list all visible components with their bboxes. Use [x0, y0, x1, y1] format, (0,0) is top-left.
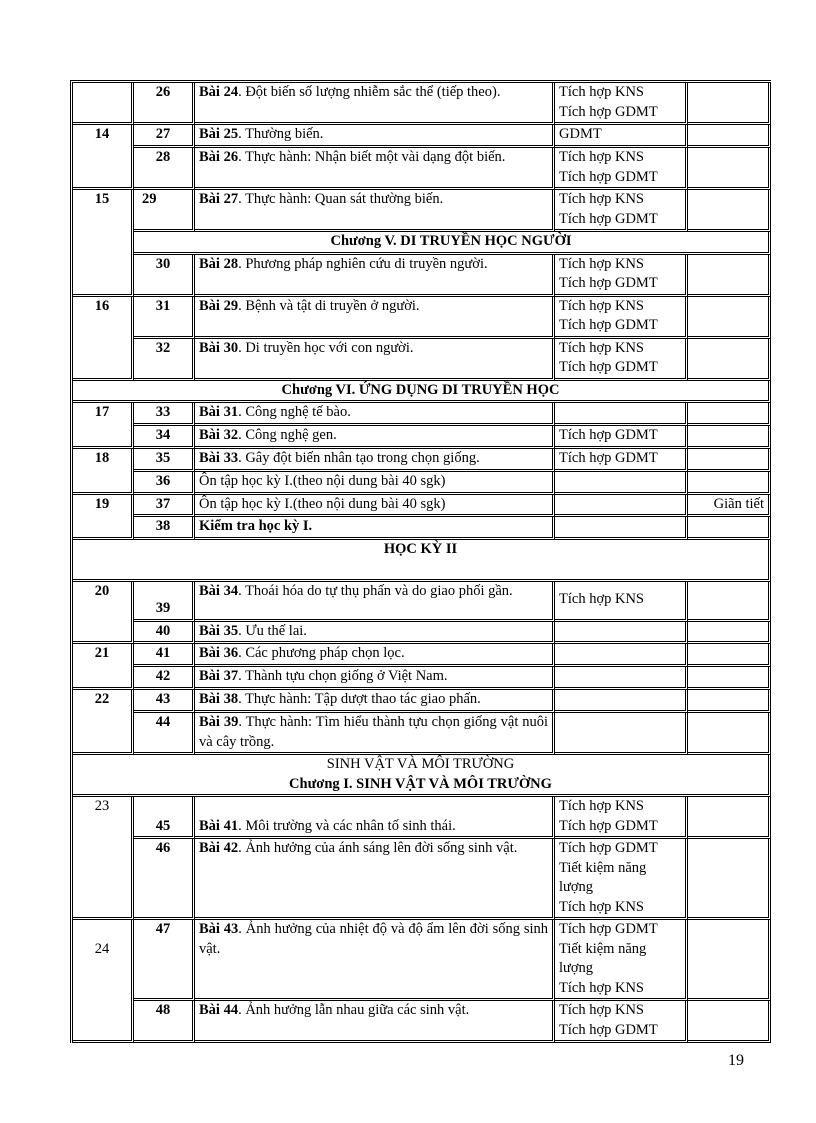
lesson-label: Bài 27: [199, 191, 239, 207]
period-number: 45: [134, 797, 195, 839]
integration-cell: [555, 83, 688, 125]
lesson-label: Bài 26: [199, 149, 239, 165]
lesson-title: [195, 297, 555, 339]
note-cell: [688, 297, 771, 339]
integration-cell: [555, 148, 688, 190]
period-number: 44: [134, 713, 195, 755]
integration-line: Tích hợp GDMT: [559, 921, 658, 937]
chapter-heading: Chương I. SINH VẬT VÀ MÔI TRƯỜNG: [289, 775, 552, 792]
table-row: [73, 495, 771, 518]
note-cell: [688, 472, 771, 495]
lesson-title: [195, 190, 555, 232]
lesson-title: [195, 622, 555, 645]
integration-line: Tích hợp GDMT: [559, 449, 658, 466]
integration-cell: [555, 495, 688, 518]
week-number: 19: [73, 495, 134, 540]
period-number: 33: [134, 403, 195, 426]
table-row: [73, 426, 771, 449]
integration-cell: [555, 125, 688, 148]
lesson-label: Bài 44: [199, 1002, 239, 1018]
integration-line: lượng: [559, 960, 594, 976]
table-row: [73, 644, 771, 667]
integration-cell: [555, 517, 688, 540]
integration-line: Tích hợp GDMT: [559, 275, 658, 291]
table-row: [73, 667, 771, 690]
table-row: [73, 190, 771, 232]
note-cell: [688, 644, 771, 667]
integration-line: Tích hợp GDMT: [559, 1021, 658, 1038]
lesson-label: Bài 43: [199, 921, 239, 937]
table-row: [73, 1001, 771, 1043]
note-cell: [688, 403, 771, 426]
part-title: SINH VẬT VÀ MÔI TRƯỜNG: [326, 756, 515, 772]
integration-cell: [555, 297, 688, 339]
lesson-label: Bài 41: [199, 817, 239, 834]
page-number: 19: [728, 1052, 744, 1069]
lesson-label: Bài 38: [199, 691, 239, 707]
integration-cell: [555, 839, 688, 920]
integration-cell: [555, 190, 688, 232]
table-row: [73, 403, 771, 426]
note-cell: [688, 582, 771, 622]
integration-line: GDMT: [559, 126, 602, 142]
integration-cell: [555, 339, 688, 381]
note-cell: [688, 839, 771, 920]
integration-line: Tích hợp GDMT: [559, 817, 658, 834]
note-cell: [688, 449, 771, 472]
lesson-text: . Bệnh và tật di truyền ở người.: [238, 297, 420, 314]
integration-line: Tích hợp KNS: [559, 339, 644, 356]
period-number: 46: [134, 839, 195, 920]
lesson-title: [195, 426, 555, 449]
period-number: 29: [134, 190, 195, 232]
integration-cell: [555, 472, 688, 495]
lesson-text: . Công nghệ gen.: [238, 426, 337, 443]
lesson-title: [195, 148, 555, 190]
note-cell: [688, 797, 771, 839]
table-row: [73, 517, 771, 540]
note-cell: [688, 83, 771, 125]
integration-line: Tích hợp GDMT: [559, 317, 658, 333]
week-number: 24: [73, 920, 134, 1043]
lesson-text: . Ảnh hưởng của nhiệt độ và độ ẩm lên đời sống sinh vật.: [199, 921, 548, 957]
integration-cell: [555, 255, 688, 297]
table-row: [73, 449, 771, 472]
part-header-row: [73, 755, 771, 797]
week-number: 14: [73, 125, 134, 190]
lesson-label: Bài 30: [199, 339, 239, 356]
lesson-label: Bài 24: [199, 84, 239, 100]
lesson-label: Bài 36: [199, 645, 239, 661]
integration-cell: [555, 449, 688, 472]
note-cell: [688, 517, 771, 540]
week-number: 23: [73, 797, 134, 920]
lesson-text: . Thực hành: Tập dượt thao tác giao phấn.: [238, 691, 481, 707]
integration-cell: [555, 1001, 688, 1043]
lesson-title: [195, 644, 555, 667]
chapter-heading: Chương V. DI TRUYỀN HỌC NGƯỜI: [134, 232, 771, 255]
lesson-label: Bài 29: [199, 297, 239, 314]
integration-cell: [555, 797, 688, 839]
period-number: 48: [134, 1001, 195, 1043]
lesson-text: . Thoái hóa do tự thụ phấn và do giao phối gần.: [238, 582, 513, 599]
table-row: [73, 148, 771, 190]
lesson-text: . Phương pháp nghiên cứu di truyền người.: [238, 255, 488, 272]
period-number: 31: [134, 297, 195, 339]
week-number: 15: [73, 190, 134, 297]
lesson-text: . Di truyền học với con người.: [238, 339, 414, 356]
lesson-text: . Thành tựu chọn giống ở Việt Nam.: [238, 668, 448, 684]
integration-line: Tích hợp KNS: [559, 798, 644, 814]
table-row: [73, 797, 771, 839]
lesson-text: . Đột biến số lượng nhiễm sắc thể (tiếp theo).: [238, 84, 501, 100]
integration-line: Tích hợp GDMT: [559, 840, 658, 856]
lesson-label: Bài 39: [199, 714, 239, 730]
week-number: 17: [73, 403, 134, 449]
integration-line: Tích hợp KNS: [559, 979, 644, 996]
integration-cell: [555, 426, 688, 449]
table-row: [73, 83, 771, 125]
integration-line: Tích hợp GDMT: [559, 168, 658, 185]
integration-line: Tích hợp KNS: [559, 149, 644, 165]
curriculum-table: [70, 80, 771, 1043]
integration-line: Tích hợp KNS: [559, 1002, 644, 1018]
lesson-text: . Công nghệ tế bào.: [238, 404, 351, 420]
period-number: 38: [134, 517, 195, 540]
note-cell: [688, 339, 771, 381]
period-number: 35: [134, 449, 195, 472]
lesson-title: [195, 839, 555, 920]
lesson-text: . Thực hành: Nhận biết một vài dạng đột biến.: [238, 149, 506, 165]
lesson-label: Bài 35: [199, 622, 239, 639]
week-number: 22: [73, 690, 134, 755]
period-number: 37: [134, 495, 195, 518]
period-number: 32: [134, 339, 195, 381]
lesson-title: [195, 449, 555, 472]
integration-cell: [555, 920, 688, 1001]
lesson-title: [195, 1001, 555, 1043]
lesson-label: Bài 32: [199, 426, 239, 443]
lesson-text: . Thực hành: Tìm hiểu thành tựu chọn giống vật nuôi và cây trồng.: [199, 714, 548, 750]
lesson-label: Bài 42: [199, 840, 239, 856]
week-cell: [73, 83, 134, 125]
table-row: [73, 339, 771, 381]
period-number: 26: [134, 83, 195, 125]
lesson-text: . Môi trường và các nhân tố sinh thái.: [238, 817, 456, 834]
integration-line: Tích hợp GDMT: [559, 103, 658, 120]
week-number: 20: [73, 582, 134, 645]
chapter-heading: Chương VI. ỨNG DỤNG DI TRUYỀN HỌC: [73, 381, 771, 404]
lesson-text: . Gây đột biến nhân tạo trong chọn giống.: [238, 449, 480, 466]
lesson-title: Kiểm tra học kỳ I.: [195, 517, 555, 540]
period-number: 40: [134, 622, 195, 645]
part-heading: [73, 755, 771, 797]
integration-line: Tích hợp KNS: [559, 255, 644, 272]
integration-cell: [555, 644, 688, 667]
table-row: [73, 255, 771, 297]
lesson-title: [195, 690, 555, 713]
integration-line: Tích hợp KNS: [559, 84, 644, 100]
table-row: [73, 622, 771, 645]
table-row: [73, 839, 771, 920]
lesson-title: [195, 403, 555, 426]
table-row: [73, 713, 771, 755]
note-cell: [688, 255, 771, 297]
note-cell: [688, 190, 771, 232]
lesson-title: [195, 83, 555, 125]
week-number: 18: [73, 449, 134, 495]
lesson-label: Bài 31: [199, 404, 239, 420]
integration-line: Tích hợp KNS: [559, 898, 644, 915]
integration-line: Tích hợp KNS: [559, 591, 644, 608]
lesson-title: [195, 125, 555, 148]
note-cell: Giãn tiết: [688, 495, 771, 518]
semester-heading: HỌC KỲ II: [73, 540, 771, 582]
lesson-title: Ôn tập học kỳ I.(theo nội dung bài 40 sgk): [195, 495, 555, 518]
lesson-label: Bài 25: [199, 126, 239, 142]
period-number: 34: [134, 426, 195, 449]
table-row: [73, 472, 771, 495]
note-cell: [688, 148, 771, 190]
lesson-title: [195, 713, 555, 755]
lesson-label: Bài 34: [199, 582, 239, 599]
lesson-title: [195, 582, 555, 622]
period-number: 30: [134, 255, 195, 297]
period-number: 47: [134, 920, 195, 1001]
period-number: 28: [134, 148, 195, 190]
period-number: 42: [134, 667, 195, 690]
lesson-text: . Thường biến.: [238, 126, 324, 142]
note-cell: [688, 622, 771, 645]
lesson-label: Bài 37: [199, 668, 239, 684]
note-cell: [688, 713, 771, 755]
integration-line: Tích hợp KNS: [559, 191, 644, 207]
table-row: [73, 582, 771, 622]
lesson-text: . Ưu thế lai.: [238, 622, 307, 639]
week-number: 21: [73, 644, 134, 690]
lesson-title: [195, 920, 555, 1001]
lesson-text: . Ảnh hưởng của ánh sáng lên đời sống sinh vật.: [238, 840, 518, 856]
lesson-title: Ôn tập học kỳ I.(theo nội dung bài 40 sgk): [195, 472, 555, 495]
table-row: [73, 297, 771, 339]
period-number: 43: [134, 690, 195, 713]
integration-line: Tích hợp KNS: [559, 297, 644, 314]
note-cell: [688, 125, 771, 148]
table-row: [73, 920, 771, 1001]
integration-cell: [555, 667, 688, 690]
note-cell: [688, 920, 771, 1001]
integration-cell: [555, 582, 688, 622]
lesson-title: [195, 667, 555, 690]
integration-line: Tích hợp GDMT: [559, 359, 658, 375]
lesson-title: [195, 339, 555, 381]
period-number: 39: [134, 582, 195, 622]
integration-line: Tiết kiệm năng: [559, 940, 647, 957]
chapter-header-row: [73, 232, 771, 255]
note-cell: [688, 667, 771, 690]
note-cell: [688, 426, 771, 449]
lesson-text: . Ảnh hưởng lẫn nhau giữa các sinh vật.: [238, 1002, 470, 1018]
integration-line: Tích hợp GDMT: [559, 210, 658, 227]
table-row: [73, 690, 771, 713]
note-cell: [688, 690, 771, 713]
integration-line: Tiết kiệm năng lượng: [559, 859, 647, 895]
period-number: 27: [134, 125, 195, 148]
period-number: 36: [134, 472, 195, 495]
lesson-title: [195, 797, 555, 839]
chapter-header-row: [73, 381, 771, 404]
lesson-label: Bài 33: [199, 449, 239, 466]
lesson-label: Bài 28: [199, 255, 239, 272]
integration-cell: [555, 713, 688, 755]
table-row: [73, 125, 771, 148]
integration-line: Tích hợp GDMT: [559, 426, 658, 443]
note-cell: [688, 1001, 771, 1043]
lesson-text: . Thực hành: Quan sát thường biến.: [238, 191, 444, 207]
period-number: 41: [134, 644, 195, 667]
week-number: 16: [73, 297, 134, 381]
integration-cell: [555, 403, 688, 426]
lesson-text: . Các phương pháp chọn lọc.: [238, 645, 405, 661]
integration-cell: [555, 690, 688, 713]
lesson-title: [195, 255, 555, 297]
integration-cell: [555, 622, 688, 645]
semester-header-row: [73, 540, 771, 582]
